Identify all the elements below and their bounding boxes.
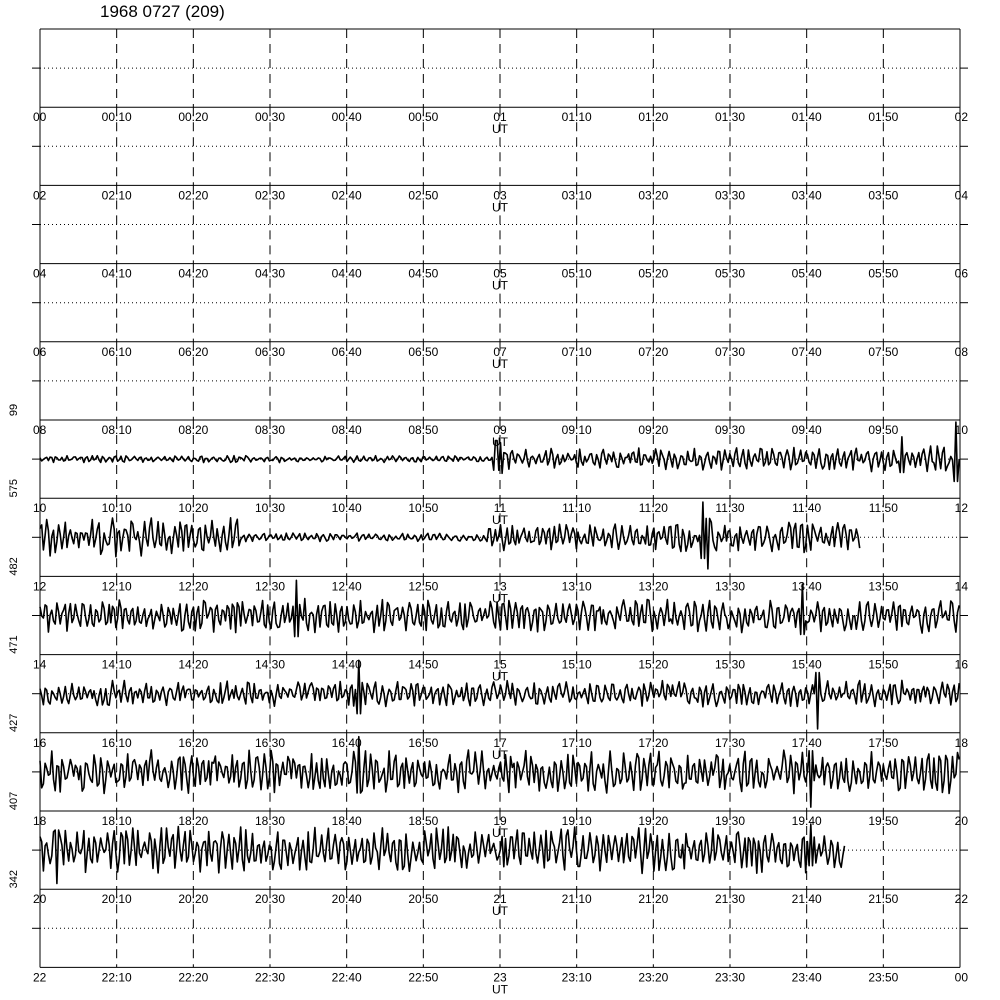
tick-label: 07:10 bbox=[561, 344, 592, 359]
tick-label: 15:10 bbox=[561, 657, 592, 672]
tick-label: 18 bbox=[33, 814, 47, 828]
tick-label: 17:30 bbox=[714, 735, 746, 750]
tick-label: 04:40 bbox=[331, 266, 362, 281]
tick-label: 06 bbox=[954, 266, 968, 281]
row-side-label: 427 bbox=[8, 713, 20, 732]
tick-label: 12:30 bbox=[254, 579, 286, 594]
tick-label: 05 bbox=[493, 266, 507, 281]
tick-label: 02:40 bbox=[331, 188, 362, 203]
tick-label: 23:20 bbox=[638, 970, 669, 985]
ut-axis-label: UT bbox=[492, 513, 508, 528]
tick-label: 10:40 bbox=[331, 501, 362, 516]
tick-label: 02:10 bbox=[101, 188, 132, 203]
tick-label: 06:10 bbox=[101, 344, 132, 359]
tick-label: 13:20 bbox=[638, 579, 669, 594]
tick-label: 10 bbox=[954, 423, 968, 437]
tick-label: 03:30 bbox=[714, 188, 746, 203]
tick-label: 14 bbox=[954, 579, 968, 594]
tick-label: 04 bbox=[33, 266, 47, 281]
tick-label: 18:40 bbox=[331, 814, 362, 828]
tick-label: 09:10 bbox=[561, 423, 592, 437]
tick-label: 19:10 bbox=[561, 814, 592, 828]
tick-label: 18 bbox=[954, 735, 968, 750]
tick-label: 05:50 bbox=[868, 266, 899, 281]
tick-label: 03:10 bbox=[561, 188, 592, 203]
tick-label: 12:10 bbox=[101, 579, 132, 594]
seismic-trace bbox=[40, 824, 845, 883]
tick-label: 02:30 bbox=[254, 188, 286, 203]
tick-label: 16:10 bbox=[101, 735, 132, 750]
tick-label: 20 bbox=[33, 892, 47, 907]
ut-axis-label: UT bbox=[492, 904, 508, 919]
tick-label: 14:10 bbox=[101, 657, 132, 672]
tick-label: 15:30 bbox=[714, 657, 746, 672]
tick-label: 14:20 bbox=[178, 657, 209, 672]
tick-label: 20:10 bbox=[101, 892, 132, 907]
tick-label: 12 bbox=[954, 501, 968, 516]
tick-label: 00:10 bbox=[101, 110, 132, 125]
chart-title: 1968 0727 (209) bbox=[100, 2, 225, 21]
tick-label: 18:20 bbox=[178, 814, 209, 828]
tick-label: 20:20 bbox=[178, 892, 209, 907]
tick-label: 23:40 bbox=[791, 970, 822, 985]
tick-label: 19:50 bbox=[868, 814, 899, 828]
tick-label: 11:20 bbox=[638, 501, 668, 516]
tick-label: 07 bbox=[493, 344, 507, 359]
tick-label: 00:50 bbox=[408, 110, 439, 125]
tick-label: 17:40 bbox=[791, 735, 822, 750]
tick-label: 19:40 bbox=[791, 814, 822, 828]
tick-label: 04:20 bbox=[178, 266, 209, 281]
tick-label: 01 bbox=[493, 110, 507, 125]
tick-label: 01:40 bbox=[791, 110, 822, 125]
tick-label: 22:50 bbox=[408, 970, 439, 985]
tick-label: 22:20 bbox=[178, 970, 209, 985]
tick-label: 21:10 bbox=[561, 892, 592, 907]
tick-label: 06:50 bbox=[408, 344, 439, 359]
tick-label: 22 bbox=[954, 892, 968, 907]
tick-label: 06:20 bbox=[178, 344, 209, 359]
tick-label: 21:50 bbox=[868, 892, 899, 907]
tick-label: 11:10 bbox=[562, 501, 592, 516]
tick-label: 14:50 bbox=[408, 657, 439, 672]
tick-label: 02:20 bbox=[178, 188, 209, 203]
row-side-label: 342 bbox=[8, 870, 20, 889]
tick-label: 16:40 bbox=[331, 735, 362, 750]
tick-label: 16:20 bbox=[178, 735, 209, 750]
tick-label: 02 bbox=[954, 110, 968, 125]
tick-label: 16 bbox=[33, 735, 47, 750]
tick-label: 17:10 bbox=[561, 735, 592, 750]
tick-label: 06:40 bbox=[331, 344, 362, 359]
tick-label: 02 bbox=[33, 188, 47, 203]
tick-label: 10:50 bbox=[408, 501, 439, 516]
row-side-label: 407 bbox=[8, 791, 20, 811]
tick-label: 01:20 bbox=[638, 110, 669, 125]
ut-axis-label: UT bbox=[492, 122, 508, 137]
tick-label: 09:50 bbox=[868, 423, 899, 437]
tick-label: 20 bbox=[954, 814, 968, 828]
tick-label: 12:50 bbox=[408, 579, 439, 594]
tick-label: 21:20 bbox=[638, 892, 669, 907]
tick-label: 23:50 bbox=[868, 970, 899, 985]
ut-axis-label: UT bbox=[492, 669, 508, 684]
tick-label: 08 bbox=[33, 423, 47, 437]
tick-label: 14:40 bbox=[331, 657, 362, 672]
tick-label: 23:10 bbox=[561, 970, 592, 985]
ut-axis-label: UT bbox=[492, 591, 508, 606]
tick-label: 23:30 bbox=[714, 970, 746, 985]
tick-label: 17:20 bbox=[638, 735, 669, 750]
tick-label: 18:50 bbox=[408, 814, 439, 828]
ut-axis-label: UT bbox=[492, 826, 508, 840]
ut-axis-label: UT bbox=[492, 435, 508, 449]
tick-label: 18:30 bbox=[254, 814, 286, 828]
tick-label: 12:40 bbox=[331, 579, 362, 594]
tick-label: 00:20 bbox=[178, 110, 209, 125]
tick-label: 11:30 bbox=[715, 501, 745, 516]
tick-label: 06 bbox=[33, 344, 47, 359]
tick-label: 22:40 bbox=[331, 970, 362, 985]
tick-label: 15:50 bbox=[868, 657, 899, 672]
tick-label: 01:10 bbox=[561, 110, 592, 125]
tick-label: 18:10 bbox=[101, 814, 132, 828]
tick-label: 17 bbox=[493, 735, 507, 750]
tick-label: 20:50 bbox=[408, 892, 439, 907]
tick-label: 10:30 bbox=[254, 501, 286, 516]
tick-label: 21:30 bbox=[714, 892, 746, 907]
tick-label: 15 bbox=[493, 657, 507, 672]
ut-axis-label: UT bbox=[492, 356, 508, 371]
tick-label: 13:40 bbox=[791, 579, 822, 594]
tick-label: 00 bbox=[954, 970, 968, 985]
tick-label: 07:50 bbox=[868, 344, 899, 359]
tick-label: 09:30 bbox=[714, 423, 746, 437]
tick-label: 11:40 bbox=[792, 501, 822, 516]
row-side-label: 482 bbox=[8, 557, 20, 576]
tick-label: 08:20 bbox=[178, 423, 209, 437]
tick-label: 00 bbox=[33, 110, 47, 125]
tick-label: 08:50 bbox=[408, 423, 439, 437]
tick-label: 05:30 bbox=[714, 266, 746, 281]
row-side-label: 575 bbox=[8, 479, 20, 498]
tick-label: 07:30 bbox=[714, 344, 746, 359]
row-side-label: 99 bbox=[8, 403, 20, 417]
tick-label: 08:30 bbox=[254, 423, 286, 437]
tick-label: 01:30 bbox=[714, 110, 746, 125]
tick-label: 07:20 bbox=[638, 344, 669, 359]
tick-label: 05:10 bbox=[561, 266, 592, 281]
tick-label: 00:40 bbox=[331, 110, 362, 125]
tick-label: 12:20 bbox=[178, 579, 209, 594]
tick-label: 15:40 bbox=[791, 657, 822, 672]
tick-label: 04:50 bbox=[408, 266, 439, 281]
tick-label: 16:30 bbox=[254, 735, 286, 750]
ut-axis-label: UT bbox=[492, 982, 508, 997]
tick-label: 19 bbox=[493, 814, 507, 828]
tick-label: 10:10 bbox=[101, 501, 132, 516]
tick-label: 22 bbox=[33, 970, 47, 985]
tick-label: 11:50 bbox=[868, 501, 898, 516]
tick-label: 04:30 bbox=[254, 266, 286, 281]
tick-label: 15:20 bbox=[638, 657, 669, 672]
tick-label: 21:40 bbox=[791, 892, 822, 907]
tick-label: 21 bbox=[493, 892, 507, 907]
tick-label: 16:50 bbox=[408, 735, 439, 750]
tick-label: 09 bbox=[493, 423, 507, 437]
tick-label: 13:50 bbox=[868, 579, 899, 594]
tick-label: 04 bbox=[954, 188, 968, 203]
tick-label: 11 bbox=[493, 501, 507, 516]
ut-axis-label: UT bbox=[492, 278, 508, 293]
tick-label: 12 bbox=[33, 579, 47, 594]
ut-axis-label: UT bbox=[492, 200, 508, 215]
tick-label: 03:40 bbox=[791, 188, 822, 203]
tick-label: 05:20 bbox=[638, 266, 669, 281]
tick-label: 02:50 bbox=[408, 188, 439, 203]
tick-label: 00:30 bbox=[254, 110, 286, 125]
tick-label: 06:30 bbox=[254, 344, 286, 359]
tick-label: 08:10 bbox=[101, 423, 132, 437]
row-side-label: 471 bbox=[8, 635, 20, 654]
tick-label: 03:50 bbox=[868, 188, 899, 203]
tick-label: 03 bbox=[493, 188, 507, 203]
tick-label: 22:10 bbox=[101, 970, 132, 985]
tick-label: 19:20 bbox=[638, 814, 669, 828]
tick-label: 07:40 bbox=[791, 344, 822, 359]
tick-label: 13 bbox=[493, 579, 507, 594]
tick-label: 09:20 bbox=[638, 423, 669, 437]
tick-label: 05:40 bbox=[791, 266, 822, 281]
tick-label: 08 bbox=[954, 344, 968, 359]
tick-label: 14:30 bbox=[254, 657, 286, 672]
tick-label: 19:30 bbox=[714, 814, 746, 828]
tick-label: 03:20 bbox=[638, 188, 669, 203]
tick-label: 04:10 bbox=[101, 266, 132, 281]
tick-label: 14 bbox=[33, 657, 47, 672]
tick-label: 13:30 bbox=[714, 579, 746, 594]
tick-label: 20:40 bbox=[331, 892, 362, 907]
tick-label: 13:10 bbox=[561, 579, 592, 594]
tick-label: 23 bbox=[493, 970, 507, 985]
tick-label: 17:50 bbox=[868, 735, 899, 750]
ut-axis-label: UT bbox=[492, 747, 508, 762]
tick-label: 10:20 bbox=[178, 501, 209, 516]
tick-label: 09:40 bbox=[791, 423, 822, 437]
tick-label: 16 bbox=[954, 657, 968, 672]
tick-label: 08:40 bbox=[331, 423, 362, 437]
tick-label: 22:30 bbox=[254, 970, 286, 985]
tick-label: 01:50 bbox=[868, 110, 899, 125]
tick-label: 20:30 bbox=[254, 892, 286, 907]
tick-label: 10 bbox=[33, 501, 47, 516]
